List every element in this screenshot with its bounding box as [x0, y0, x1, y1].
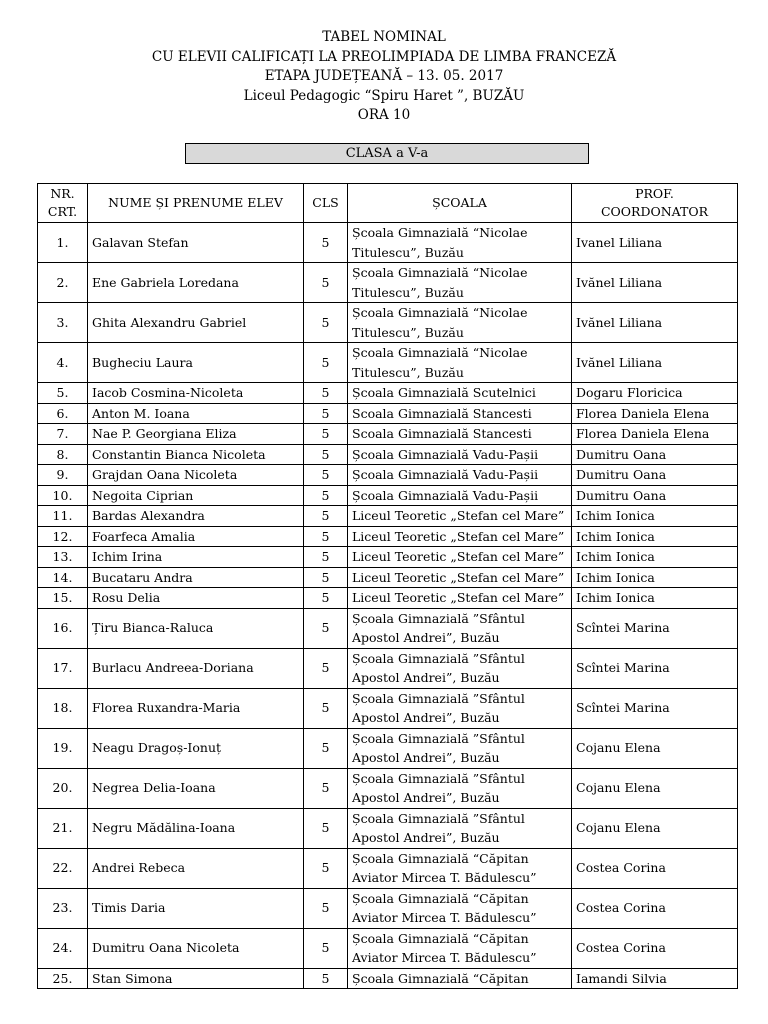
student-class: 5 — [304, 343, 348, 383]
coordinator-teacher: Florea Daniela Elena — [572, 403, 738, 424]
student-name: Andrei Rebeca — [88, 848, 304, 888]
student-class: 5 — [304, 808, 348, 848]
table-row — [38, 485, 738, 506]
table-row — [38, 608, 738, 648]
school-line-1: Școala Gimnazială Scutelnici — [352, 385, 536, 400]
column-header-nr: NR. CRT. — [38, 184, 88, 223]
table-row — [38, 567, 738, 588]
coordinator-teacher: Dogaru Floricica — [572, 383, 738, 404]
student-name: Dumitru Oana Nicoleta — [88, 928, 304, 968]
row-number: 24. — [38, 928, 88, 968]
column-header-prof: PROF. COORDONATOR — [572, 184, 738, 223]
school-line-1: Școala Gimnazială Vadu-Pașii — [352, 446, 539, 462]
student-school — [348, 403, 572, 424]
student-school — [348, 588, 572, 609]
table-row — [38, 506, 738, 527]
table-header-row — [38, 184, 738, 223]
student-school — [348, 808, 572, 848]
coordinator-teacher: Ivănel Liliana — [572, 263, 738, 303]
student-school — [348, 303, 572, 343]
student-class: 5 — [304, 608, 348, 648]
school-line-1: Școala Gimnazială “Căpitan — [352, 850, 529, 866]
row-number: 3. — [38, 303, 88, 343]
school-line-1: Școala Gimnazială Vadu-Pașii — [352, 487, 539, 503]
student-class: 5 — [304, 526, 348, 547]
table-row — [38, 888, 738, 928]
row-number: 19. — [38, 728, 88, 768]
students-table — [37, 183, 738, 989]
student-name: Negoita Ciprian — [88, 485, 304, 506]
coordinator-teacher: Scîntei Marina — [572, 688, 738, 728]
header-venue: Liceul Pedagogic “Spiru Haret ”, BUZĂU — [243, 87, 525, 104]
school-line-2: Titulescu”, Buzău — [352, 284, 464, 300]
row-number: 11. — [38, 506, 88, 527]
school-line-1: Școala Gimnazială “Nicolae — [352, 345, 528, 360]
row-number: 2. — [38, 263, 88, 303]
student-class: 5 — [304, 223, 348, 263]
student-name: Negru Mădălina-Ioana — [88, 808, 304, 848]
table-row — [38, 808, 738, 848]
student-school — [348, 688, 572, 728]
student-name: Galavan Stefan — [88, 223, 304, 263]
student-school — [348, 888, 572, 928]
table-row — [38, 928, 738, 968]
column-header-name: NUME ȘI PRENUME ELEV — [88, 184, 304, 223]
school-line-1: Școala Gimnazială ”Sfântul — [352, 730, 525, 746]
student-school — [348, 465, 572, 486]
student-name: Bucataru Andra — [88, 567, 304, 588]
coordinator-teacher: Iamandi Silvia — [572, 968, 738, 989]
column-header-cls: CLS — [304, 184, 348, 223]
school-line-2: Apostol Andrei”, Buzău — [352, 710, 500, 725]
coordinator-teacher: Cojanu Elena — [572, 728, 738, 768]
student-class: 5 — [304, 547, 348, 568]
school-line-1: Școala Gimnazială “Căpitan — [352, 890, 529, 906]
school-line-1: Liceul Teoretic „Stefan cel Mare” — [352, 508, 565, 523]
student-class: 5 — [304, 688, 348, 728]
row-number: 18. — [38, 688, 88, 728]
student-class: 5 — [304, 263, 348, 303]
student-school — [348, 848, 572, 888]
student-school — [348, 485, 572, 506]
class-title-box: CLASA a V-a — [185, 143, 589, 164]
coordinator-teacher: Ivănel Liliana — [572, 303, 738, 343]
table-row — [38, 588, 738, 609]
table-row — [38, 303, 738, 343]
student-class: 5 — [304, 424, 348, 445]
header-subtitle: CU ELEVII CALIFICAȚI LA PREOLIMPIADA DE LIMBA FRANCEZĂ — [151, 48, 617, 65]
table-row — [38, 403, 738, 424]
student-class: 5 — [304, 848, 348, 888]
table-row — [38, 383, 738, 404]
coordinator-teacher: Scîntei Marina — [572, 608, 738, 648]
student-class: 5 — [304, 303, 348, 343]
school-line-1: Școala Gimnazială ”Sfântul — [352, 770, 525, 786]
student-school — [348, 424, 572, 445]
school-line-1: Liceul Teoretic „Stefan cel Mare” — [352, 569, 565, 585]
student-name: Florea Ruxandra-Maria — [88, 688, 304, 728]
student-school — [348, 506, 572, 527]
student-name: Rosu Delia — [88, 588, 304, 609]
student-name: Țiru Bianca-Raluca — [88, 608, 304, 648]
student-school — [348, 648, 572, 688]
table-row — [38, 223, 738, 263]
student-name: Ichim Irina — [88, 547, 304, 568]
coordinator-teacher: Costea Corina — [572, 888, 738, 928]
row-number: 8. — [38, 444, 88, 465]
row-number: 1. — [38, 223, 88, 263]
table-row — [38, 968, 738, 989]
student-class: 5 — [304, 485, 348, 506]
student-school — [348, 567, 572, 588]
school-line-2: Apostol Andrei”, Buzău — [352, 790, 500, 805]
table-row — [38, 768, 738, 808]
row-number: 6. — [38, 403, 88, 424]
row-number: 16. — [38, 608, 88, 648]
coordinator-teacher: Ichim Ionica — [572, 526, 738, 547]
student-school — [348, 383, 572, 404]
coordinator-teacher: Ichim Ionica — [572, 588, 738, 609]
row-number: 10. — [38, 485, 88, 506]
student-school — [348, 444, 572, 465]
school-line-1: Școala Gimnazială “Nicolae — [352, 305, 528, 320]
column-header-school: ȘCOALA — [348, 184, 572, 223]
coordinator-teacher: Ivanel Liliana — [572, 223, 738, 263]
school-line-1: Școala Gimnazială Vadu-Pașii — [352, 467, 539, 482]
school-line-2: Aviator Mircea T. Bădulescu” — [352, 870, 537, 885]
row-number: 21. — [38, 808, 88, 848]
student-school — [348, 526, 572, 547]
student-class: 5 — [304, 588, 348, 609]
student-name: Stan Simona — [88, 968, 304, 989]
table-row — [38, 465, 738, 486]
student-name: Bugheciu Laura — [88, 343, 304, 383]
school-line-2: Aviator Mircea T. Bădulescu” — [352, 950, 537, 965]
student-class: 5 — [304, 768, 348, 808]
student-name: Timis Daria — [88, 888, 304, 928]
school-line-2: Apostol Andrei”, Buzău — [352, 630, 500, 645]
student-class: 5 — [304, 567, 348, 588]
school-line-1: Școala Gimnazială “Nicolae — [352, 265, 528, 280]
student-school — [348, 968, 572, 989]
student-name: Iacob Cosmina-Nicoleta — [88, 383, 304, 404]
school-line-1: Liceul Teoretic „Stefan cel Mare” — [352, 590, 565, 605]
student-class: 5 — [304, 403, 348, 424]
student-name: Bardas Alexandra — [88, 506, 304, 527]
document-header — [0, 28, 768, 126]
coordinator-teacher: Florea Daniela Elena — [572, 424, 738, 445]
coordinator-teacher: Costea Corina — [572, 928, 738, 968]
header-time: ORA 10 — [357, 107, 411, 123]
student-name: Foarfeca Amalia — [88, 526, 304, 547]
coordinator-teacher: Cojanu Elena — [572, 768, 738, 808]
row-number: 23. — [38, 888, 88, 928]
student-school — [348, 547, 572, 568]
coordinator-teacher: Costea Corina — [572, 848, 738, 888]
table-row — [38, 728, 738, 768]
student-name: Burlacu Andreea-Doriana — [88, 648, 304, 688]
student-class: 5 — [304, 888, 348, 928]
student-class: 5 — [304, 968, 348, 989]
coordinator-teacher: Dumitru Oana — [572, 444, 738, 465]
row-number: 17. — [38, 648, 88, 688]
student-school — [348, 223, 572, 263]
student-school — [348, 263, 572, 303]
table-row — [38, 547, 738, 568]
table-row — [38, 648, 738, 688]
school-line-2: Apostol Andrei”, Buzău — [352, 750, 500, 765]
row-number: 4. — [38, 343, 88, 383]
table-row — [38, 526, 738, 547]
student-name: Grajdan Oana Nicoleta — [88, 465, 304, 486]
row-number: 12. — [38, 526, 88, 547]
student-name: Ghita Alexandru Gabriel — [88, 303, 304, 343]
row-number: 7. — [38, 424, 88, 445]
coordinator-teacher: Dumitru Oana — [572, 465, 738, 486]
row-number: 13. — [38, 547, 88, 568]
table-row — [38, 263, 738, 303]
student-class: 5 — [304, 648, 348, 688]
student-school — [348, 728, 572, 768]
school-line-1: Școala Gimnazială “Căpitan — [352, 970, 529, 986]
row-number: 15. — [38, 588, 88, 609]
table-row — [38, 848, 738, 888]
school-line-1: Liceul Teoretic „Stefan cel Mare” — [352, 549, 565, 564]
student-name: Negrea Delia-Ioana — [88, 768, 304, 808]
school-line-2: Titulescu”, Buzău — [352, 324, 464, 340]
school-line-2: Apostol Andrei”, Buzău — [352, 670, 500, 685]
row-number: 25. — [38, 968, 88, 989]
header-title: TABEL NOMINAL — [322, 29, 446, 45]
row-number: 22. — [38, 848, 88, 888]
student-school — [348, 343, 572, 383]
row-number: 5. — [38, 383, 88, 404]
coordinator-teacher: Dumitru Oana — [572, 485, 738, 506]
student-school — [348, 608, 572, 648]
student-name: Nae P. Georgiana Eliza — [88, 424, 304, 445]
coordinator-teacher: Ichim Ionica — [572, 547, 738, 568]
table-row — [38, 424, 738, 445]
coordinator-teacher: Scîntei Marina — [572, 648, 738, 688]
school-line-1: Scoala Gimnazială Stancesti — [352, 405, 532, 421]
student-class: 5 — [304, 444, 348, 465]
school-line-1: Școala Gimnazială “Nicolae — [352, 225, 528, 240]
student-class: 5 — [304, 383, 348, 404]
school-line-1: Școala Gimnazială ”Sfântul — [352, 810, 525, 826]
student-class: 5 — [304, 928, 348, 968]
row-number: 20. — [38, 768, 88, 808]
student-class: 5 — [304, 506, 348, 527]
school-line-2: Apostol Andrei”, Buzău — [352, 830, 500, 845]
coordinator-teacher: Cojanu Elena — [572, 808, 738, 848]
school-line-1: Școala Gimnazială “Căpitan — [352, 930, 529, 946]
school-line-2: Titulescu”, Buzău — [352, 364, 464, 380]
school-line-1: Scoala Gimnazială Stancesti — [352, 426, 532, 441]
coordinator-teacher: Ichim Ionica — [572, 567, 738, 588]
school-line-1: Școala Gimnazială ”Sfântul — [352, 650, 525, 666]
student-name: Constantin Bianca Nicoleta — [88, 444, 304, 465]
row-number: 14. — [38, 567, 88, 588]
header-stage-date: ETAPA JUDEȚEANĂ – 13. 05. 2017 — [264, 68, 504, 84]
school-line-2: Titulescu”, Buzău — [352, 244, 464, 260]
table-row — [38, 343, 738, 383]
school-line-1: Școala Gimnazială ”Sfântul — [352, 690, 525, 706]
table-row — [38, 688, 738, 728]
coordinator-teacher: Ichim Ionica — [572, 506, 738, 527]
school-line-2: Aviator Mircea T. Bădulescu” — [352, 910, 537, 925]
school-line-1: Școala Gimnazială ”Sfântul — [352, 610, 525, 626]
student-class: 5 — [304, 728, 348, 768]
row-number: 9. — [38, 465, 88, 486]
student-school — [348, 928, 572, 968]
table-row — [38, 444, 738, 465]
coordinator-teacher: Ivănel Liliana — [572, 343, 738, 383]
student-name: Ene Gabriela Loredana — [88, 263, 304, 303]
school-line-1: Liceul Teoretic „Stefan cel Mare” — [352, 528, 565, 544]
student-school — [348, 768, 572, 808]
student-name: Neagu Dragoș-Ionuț — [88, 728, 304, 768]
student-name: Anton M. Ioana — [88, 403, 304, 424]
student-class: 5 — [304, 465, 348, 486]
